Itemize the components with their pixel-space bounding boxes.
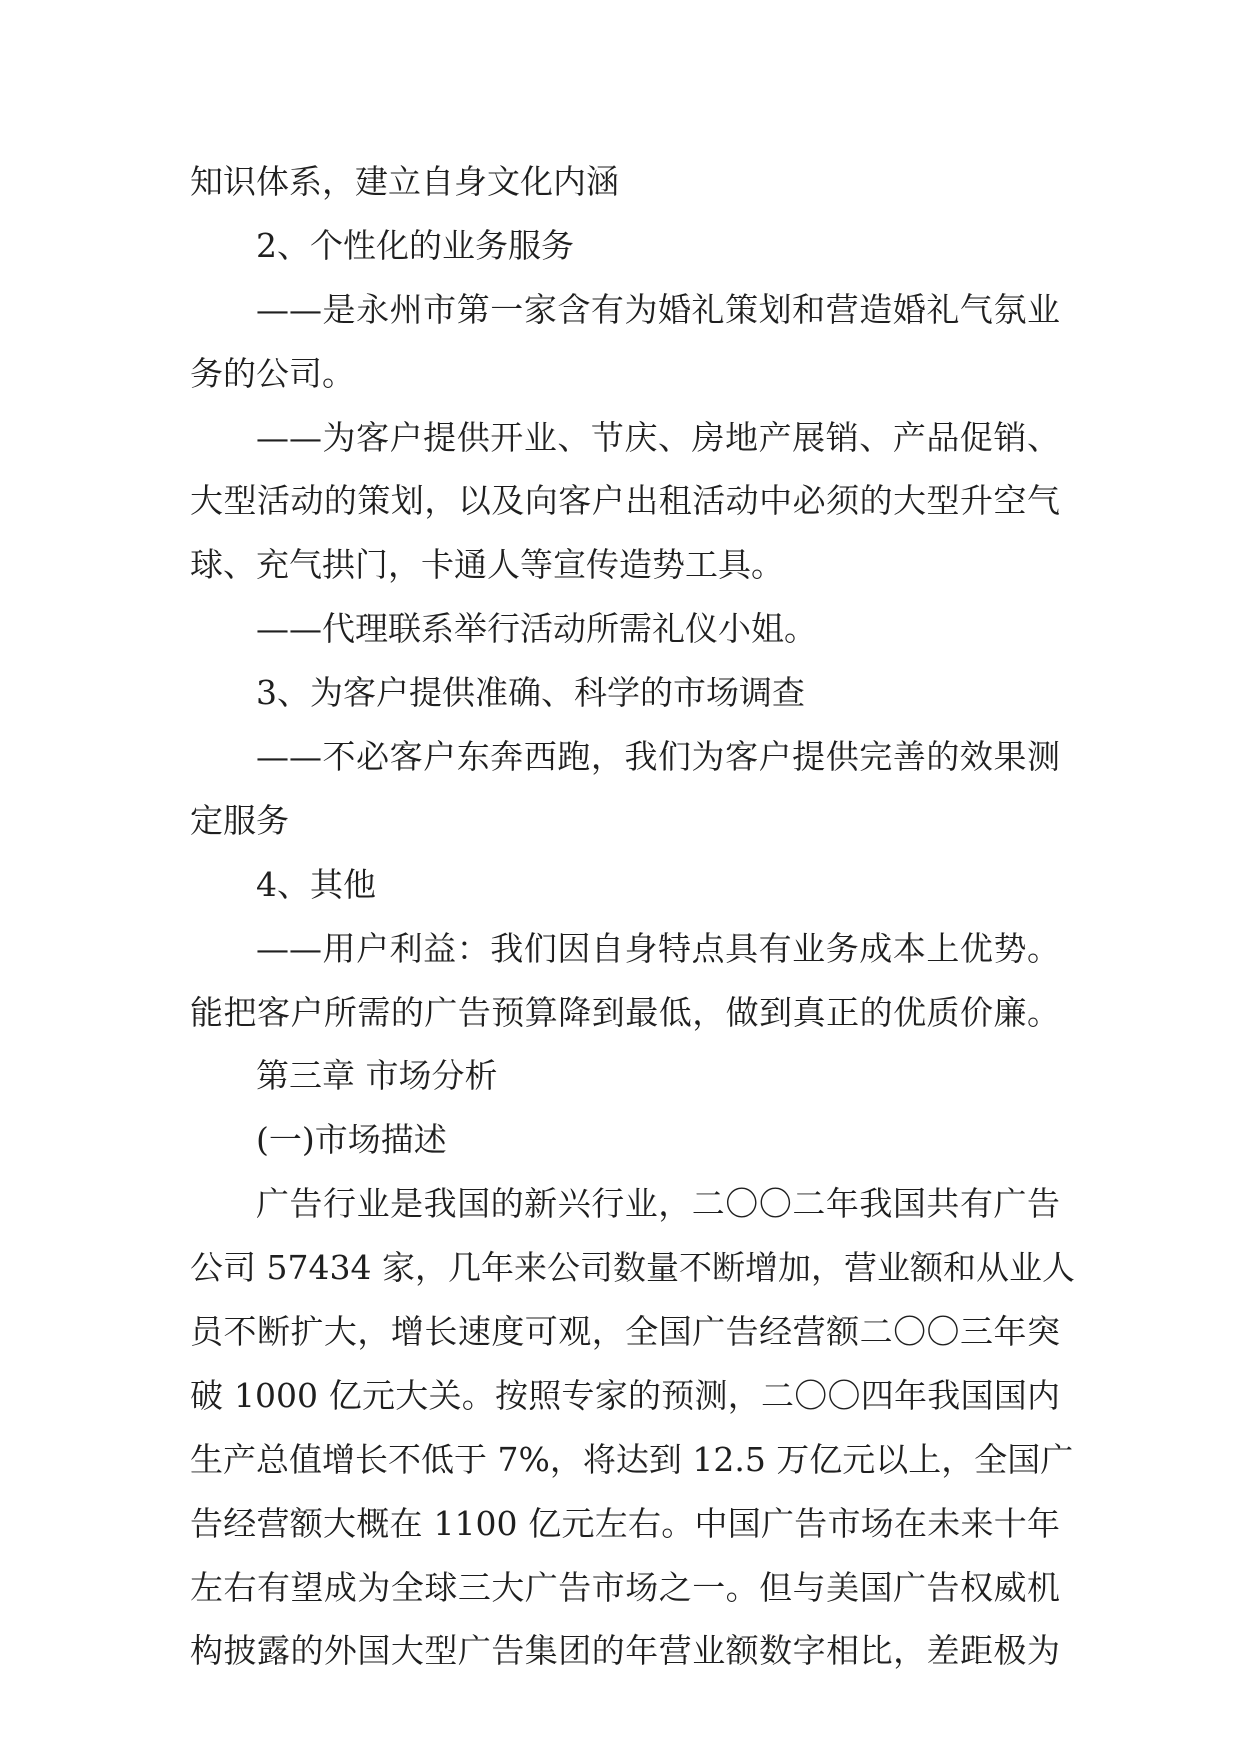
body-line: ——为客户提供开业、节庆、房地产展销、产品促销、 bbox=[256, 417, 1060, 457]
body-line: 公司 57434 家，几年来公司数量不断增加，营业额和从业人 bbox=[190, 1248, 1075, 1288]
subsection-heading: (一)市场描述 bbox=[256, 1120, 447, 1160]
body-line: 生产总值增长不低于 7%，将达到 12.5 万亿元以上，全国广 bbox=[190, 1439, 1074, 1479]
chapter-heading: 第三章 市场分析 bbox=[256, 1056, 498, 1096]
body-line: 左右有望成为全球三大广告市场之一。但与美国广告权威机 bbox=[190, 1567, 1060, 1607]
body-line: 知识体系，建立自身文化内涵 bbox=[190, 162, 619, 201]
body-line: 球、充气拱门，卡通人等宣传造势工具。 bbox=[190, 545, 784, 585]
body-line: 务的公司。 bbox=[190, 353, 355, 393]
body-line: ——不必客户东奔西跑，我们为客户提供完善的效果测 bbox=[256, 737, 1060, 777]
body-line: 员不断扩大，增长速度可观，全国广告经营额二〇〇三年突 bbox=[190, 1312, 1060, 1352]
body-line: 定服务 bbox=[190, 800, 289, 840]
body-line: 告经营额大概在 1100 亿元左右。中国广告市场在未来十年 bbox=[190, 1503, 1060, 1543]
body-line: 破 1000 亿元大关。按照专家的预测，二〇〇四年我国国内 bbox=[190, 1375, 1060, 1415]
section-heading: 3、为客户提供准确、科学的市场调查 bbox=[256, 673, 805, 713]
body-line: 构披露的外国大型广告集团的年营业额数字相比，差距极为 bbox=[190, 1631, 1060, 1671]
section-heading: 4、其他 bbox=[256, 864, 376, 904]
body-line: 能把客户所需的广告预算降到最低，做到真正的优质价廉。 bbox=[190, 992, 1060, 1032]
document-body bbox=[190, 150, 1075, 1683]
body-line: ——代理联系举行活动所需礼仪小姐。 bbox=[256, 609, 817, 649]
body-line: ——是永州市第一家含有为婚礼策划和营造婚礼气氛业 bbox=[256, 289, 1060, 329]
body-line: 大型活动的策划，以及向客户出租活动中必须的大型升空气 bbox=[190, 481, 1060, 521]
body-line: ——用户利益：我们因自身特点具有业务成本上优势。 bbox=[256, 928, 1060, 968]
body-line: 广告行业是我国的新兴行业，二〇〇二年我国共有广告 bbox=[256, 1184, 1060, 1224]
section-heading: 2、个性化的业务服务 bbox=[256, 225, 574, 265]
